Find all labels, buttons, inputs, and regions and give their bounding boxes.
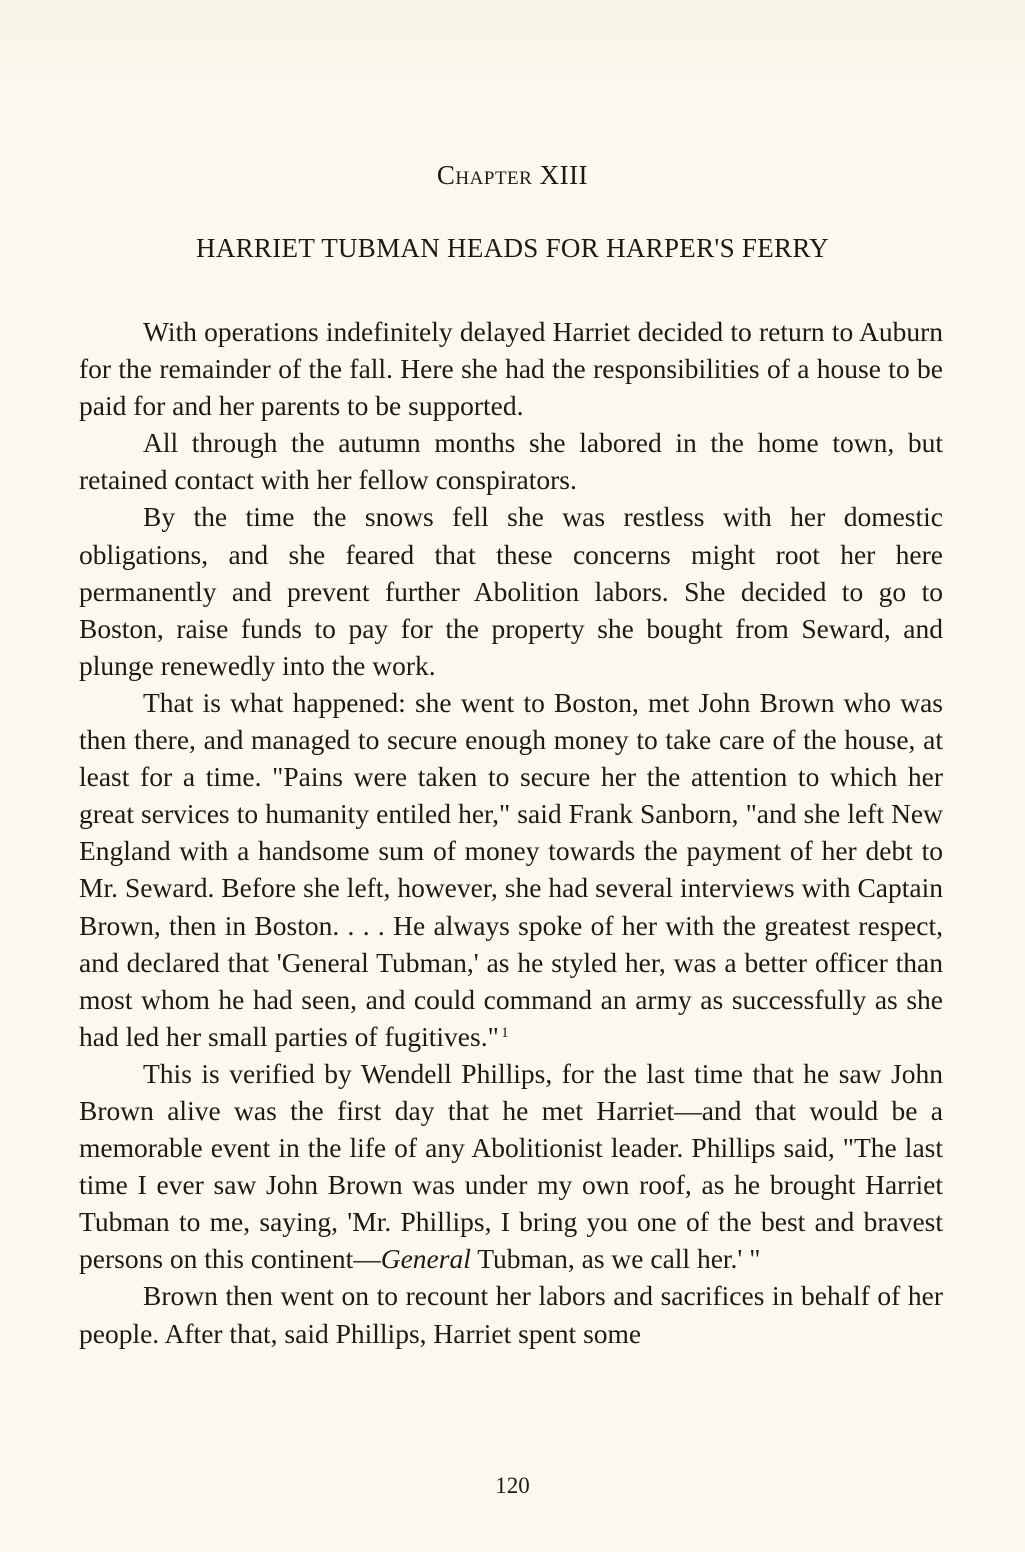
paragraph (79, 684, 943, 1055)
chapter-heading (0, 160, 1025, 191)
paragraph (79, 424, 943, 498)
paragraph (79, 498, 943, 683)
body-text (79, 313, 943, 1352)
italic-word: General (380, 1243, 471, 1275)
paragraph-text: Brown then went on to recount her labors and sacrifices in behalf of her people. After that, said Phillips, Harriet spent some (79, 1280, 943, 1349)
paragraph-text: Tubman, as we call her.' " (470, 1243, 761, 1275)
paragraph (79, 1055, 943, 1278)
footnote-reference: 1 (501, 1024, 509, 1041)
paragraph-text: This is verified by Wendell Phillips, for the last time that he saw John Brown alive was the first day that he met Harriet—and that would be a memorable event in the life of any Abolitionist leader. Phillips said, "The last time I ever saw John Brown was under my own roof, as he brought Harriet Tubman to me, saying, 'Mr. Phillips, I bring you one of the best and bravest persons on this continent— (79, 1057, 943, 1275)
paragraph-text: That is what happened: she went to Boston, met John Brown who was then there, and managed to secure enough money to take care of the house, at least for a time. "Pains were taken to secure her the attention to which her great services to humanity entiled her," said Frank Sanborn, "and she left New England with a handsome sum of money towards the payment of her debt to Mr. Seward. Before she left, however, she had several interviews with Captain Brown, then in Boston. . . . He always spoke of her with the greatest respect, and declared that 'General Tubman,' as he styled her, was a better officer than most whom he had seen, and could command an army as successfully as she had led her small parties of fugitives." (79, 686, 943, 1052)
paragraph-text: All through the autumn months she labored in the home town, but retained contact with her fellow conspirators. (79, 427, 943, 496)
paragraph (79, 1277, 943, 1351)
page-number: 120 (495, 1473, 530, 1498)
chapter-word: Chapter (436, 160, 533, 190)
paragraph-text: By the time the snows fell she was restless with her domestic obligations, and she feared that these concerns might root her here permanently and prevent further Abolition labors. She decided to go to Boston, raise funds to pay for the property she bought from Seward, and plunge renewedly into the work. (79, 501, 943, 681)
chapter-title: HARRIET TUBMAN HEADS FOR HARPER'S FERRY (196, 233, 829, 263)
paragraph (79, 313, 943, 424)
paragraph-text: With operations indefinitely delayed Harriet decided to return to Auburn for the remainder of the fall. Here she had the responsibilities of a house to be paid for and her parents to be supported. (79, 316, 943, 422)
chapter-number: XIII (539, 160, 589, 190)
